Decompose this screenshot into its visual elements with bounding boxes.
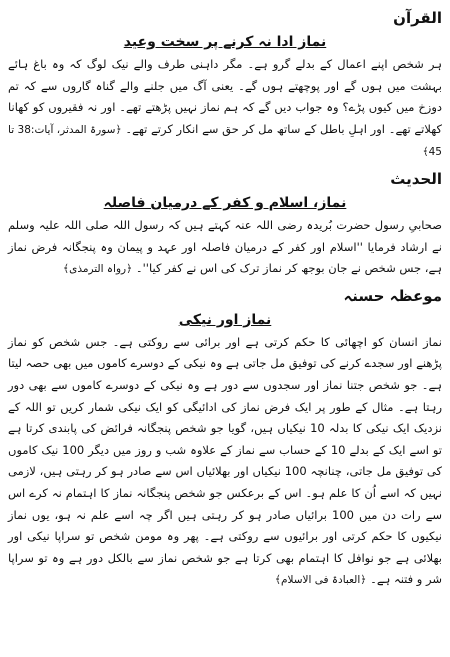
quran-body: ہر شخص اپنے اعمال کے بدلے گرو ہے۔ مگر داہنی طرف والے نیک لوگ کہ وہ باغ ہائے بہشت میں ہوں گے اور پوچھتے ہوں گے۔ یعنی آگ میں جلنے والے گناہ گاروں سے کہ تم دوزخ میں کیوں پڑے؟ وہ جواب دیں گے کہ ہم نماز نہیں پڑھتے تھے۔ اور نہ فقیروں کو کھانا کھلاتے تھے۔ اور اہلِ باطل کے ساتھ مل کر حق سے انکار کرتے تھے۔: [8, 57, 442, 136]
mauiza-title: نماز اور نیکی: [178, 311, 272, 328]
hadith-heading: الحدیث: [390, 169, 442, 188]
quran-reference: ﴿سورۃ المدثر، آیات:38 تا 45﴾: [8, 123, 442, 159]
hadith-text: [8, 215, 442, 281]
hadith-body: صحابیِ رسول حضرت بُریدہ رضی اللہ عنہ کہتے ہیں کہ رسول اللہ صلی اللہ علیہ وسلم نے ارشاد فرمایا ''اسلام اور کفر کے درمیان فاصلہ اور عہد و پیمان وہ پنجگانہ فرض نماز ہے، جس شخص نے جان بوجھ کر نماز ترک کی اس نے کفر کیا''۔: [8, 217, 442, 276]
article: [8, 6, 442, 592]
hadith-title: نماز، اسلام و کفر کے درمیان فاصلہ: [103, 194, 347, 211]
mauiza-reference: ﴿العبادۃ فی الاسلام﴾: [274, 574, 367, 587]
mauiza-heading: موعظہ حسنہ: [343, 286, 442, 305]
mauiza-section: [8, 284, 442, 592]
quran-heading: القرآن: [393, 9, 442, 27]
quran-section: [8, 6, 442, 164]
hadith-section: [8, 167, 442, 281]
mauiza-text: [8, 332, 442, 592]
quran-title: نماز ادا نہ کرنے پر سخت وعید: [123, 34, 327, 50]
hadith-reference: ﴿رواہ الترمذی﴾: [62, 263, 133, 276]
mauiza-body: نماز انسان کو اچھائی کا حکم کرتی ہے اور برائی سے روکتی ہے۔ جس شخص کو نماز پڑھنے اور سجدے کرنے کی توفیق مل جاتی ہے وہ نیکی کے دوسرے کاموں میں بھی حصہ لیتا ہے۔ جو شخص جتنا نماز اور سجدوں سے دور ہے وہ نیکی کے دوسرے کاموں سے بھی دور رہتا ہے۔ مثال کے طور پر ایک فرض نماز کی ادائیگی کو ایک نیکی شمار کریں تو اللہ کے نزدیک ایک نیکی کا بدلہ 10 نیکیاں ہیں، گویا جو شخص پنجگانہ فرائض کی پابندی کرتا ہے تو اسے ایک کے بدلے 10 کے حساب سے نماز کے علاوہ شب و روز میں دیگر 100 نیک کاموں کی توفیق مل جاتی، چنانچہ 100 نیکیاں اور بھلائیاں اس سے صادر ہو کر رہتی ہیں، لازمی نہیں کہ اسے اُن کا علم ہو۔ اس کے برعکس جو شخص پنجگانہ نماز کا اہتمام نہ کرے اس سے رات دن میں 100 برائیاں صادر ہو کر رہتی ہیں اگر چہ اسے علم نہ ہو، یوں نماز نیکیوں کا حکم کرتی اور برائیوں سے روکتی ہے۔ پھر وہ مومن شخص تو سراپا نیکی اور بھلائی ہے جو نوافل کا اہتمام بھی کرتا ہے جو شخص نماز سے بالکل دور ہے وہ تو سراپا شر و فتنہ ہے۔: [8, 334, 442, 587]
quran-text: [8, 54, 442, 164]
